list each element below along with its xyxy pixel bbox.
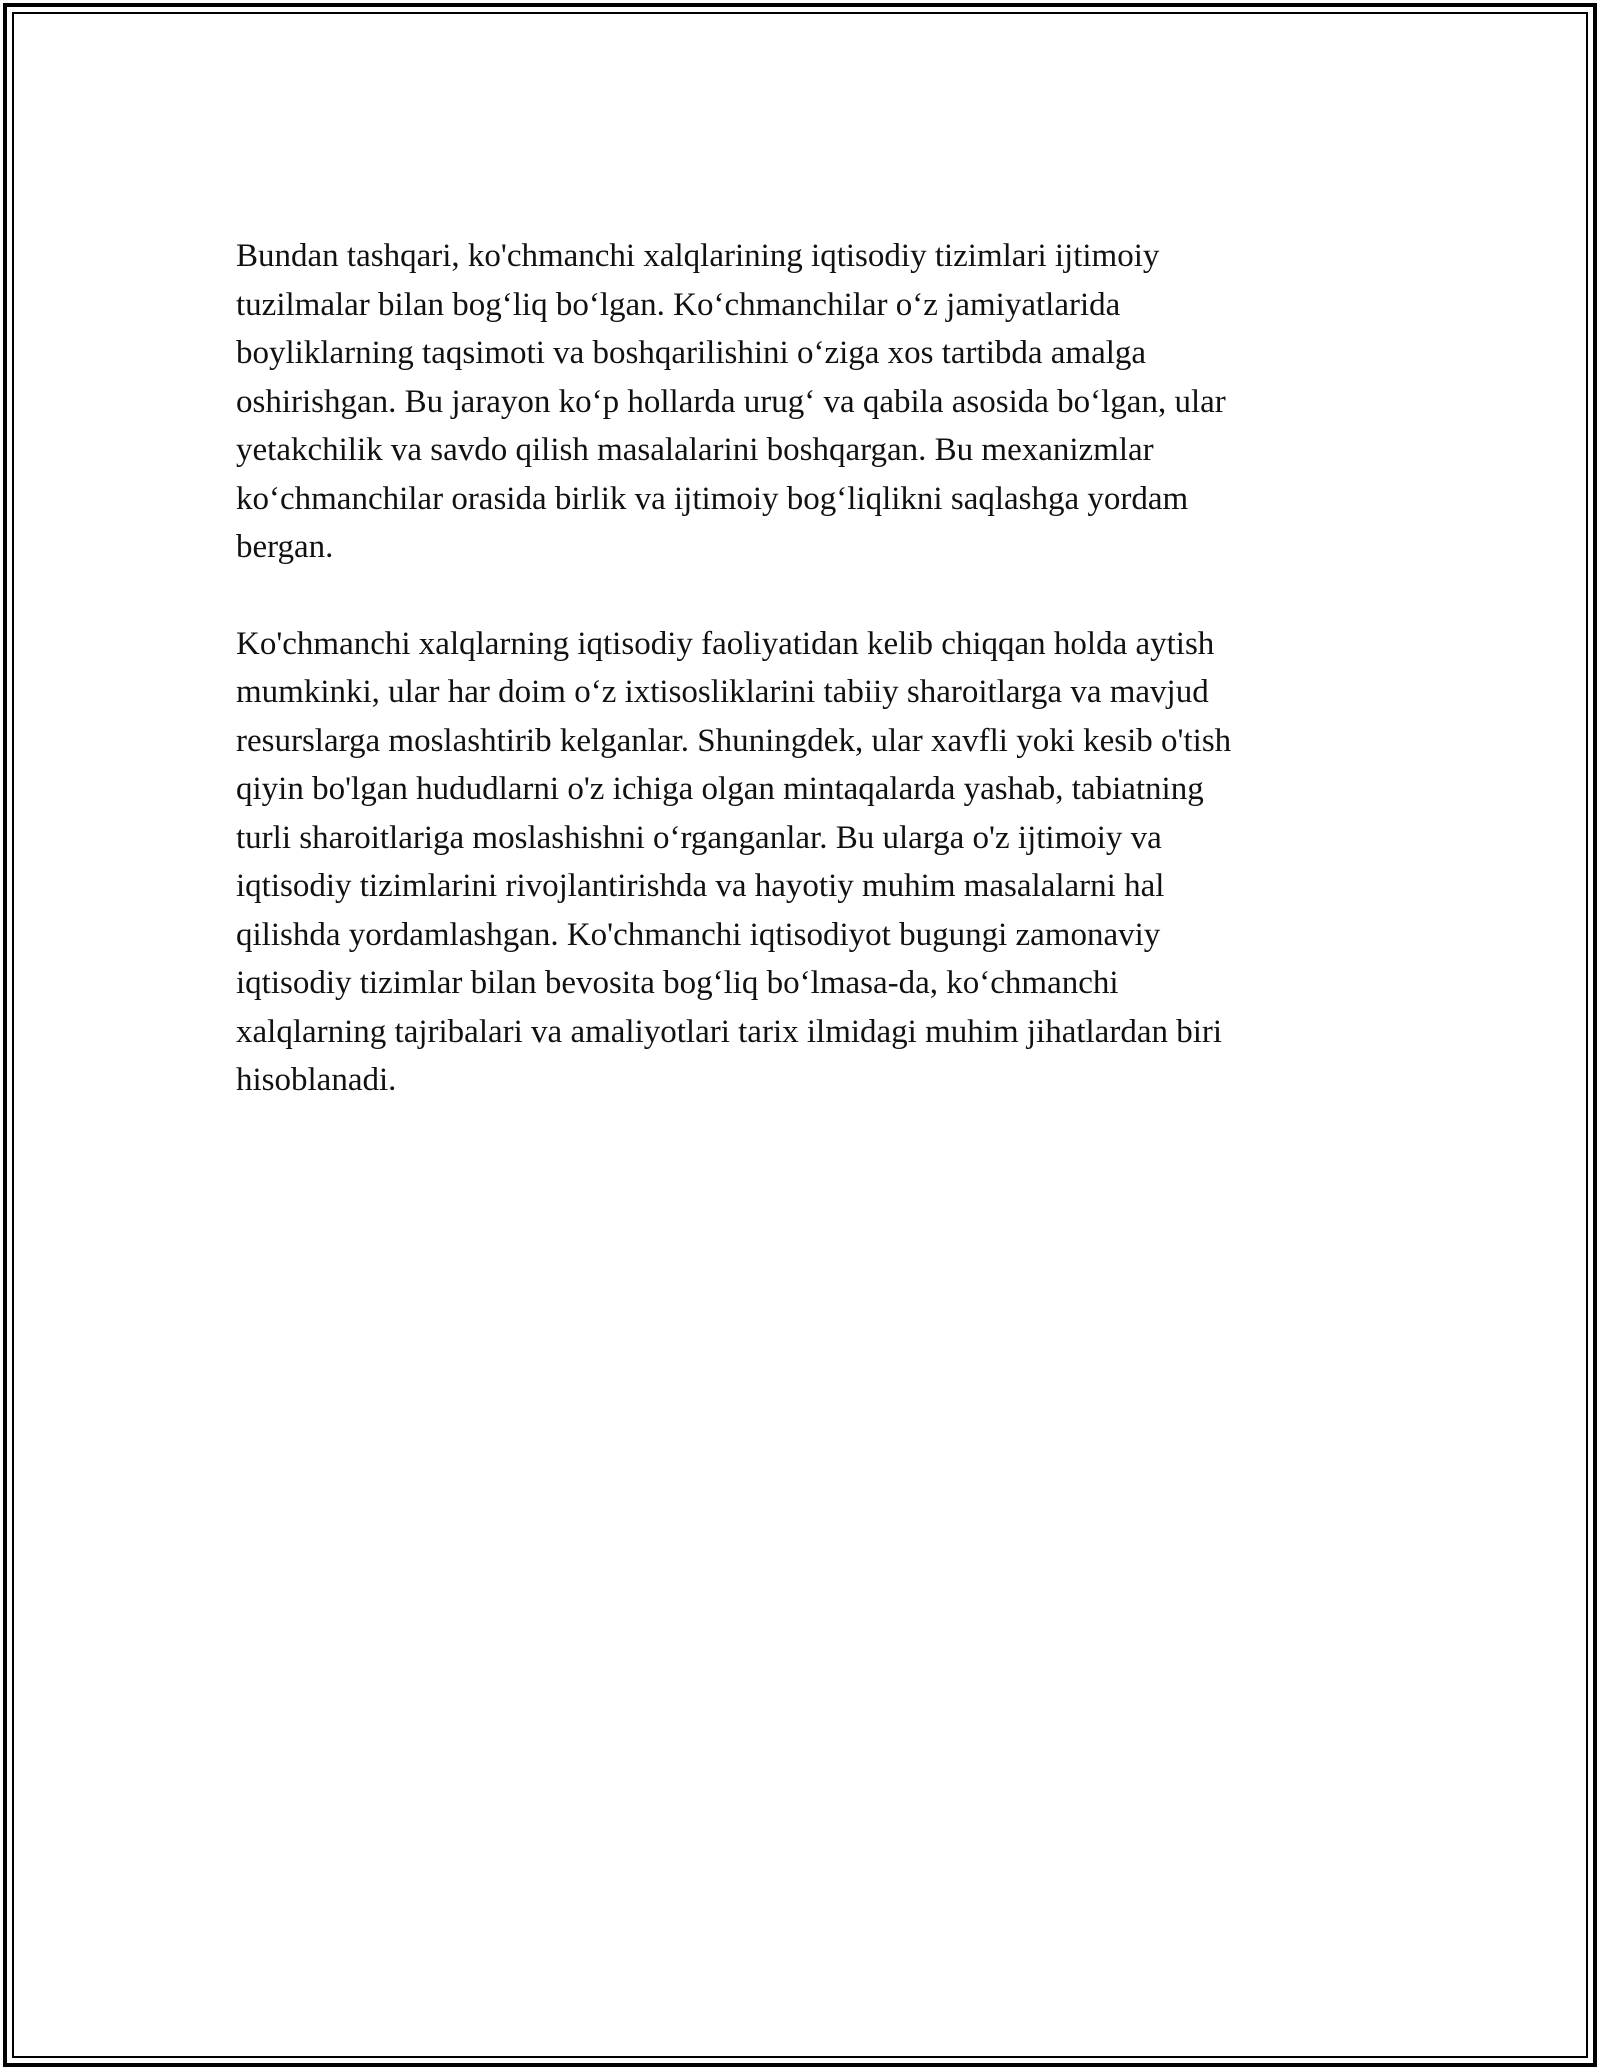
document-body xyxy=(236,232,1366,1153)
paragraph-2: Ko'chmanchi xalqlarning iqtisodiy faoliyatidan kelib chiqqan holda aytish mumkinki, ular har doim o‘z ixtisosliklarini tabiiy sharoitlarga va mavjud resurslarga moslashtirib kelganlar. Shuningdek, ular xavfli yoki kesib o'tish qiyin bo'lgan hududlarni o'z ichiga olgan mintaqalarda yashab, tabiatning turli sharoitlariga moslashishni o‘rganganlar. Bu ularga o'z ijtimoiy va iqtisodiy tizimlarini rivojlantirishda va hayotiy muhim masalalarni hal qilishda yordamlashgan. Ko'chmanchi iqtisodiyot bugungi zamonaviy iqtisodiy tizimlar bilan bevosita bog‘liq bo‘lmasa-da, ko‘chmanchi xalqlarning tajribalari va amaliyotlari tarix ilmidagi muhim jihatlardan biri hisoblanadi. xyxy=(236,625,1232,1098)
paragraph-1: Bundan tashqari, ko'chmanchi xalqlarining iqtisodiy tizimlari ijtimoiy tuzilmalar bilan bog‘liq bo‘lgan. Ko‘chmanchilar o‘z jamiyatlarida boyliklarning taqsimoti va boshqarilishini o‘ziga xos tartibda amalga oshirishgan. Bu jarayon ko‘p hollarda urug‘ va qabila asosida bo‘lgan, ular yetakchilik va savdo qilish masalalarini boshqargan. Bu mexanizmlar ko‘chmanchilar orasida birlik va ijtimoiy bog‘liqlikni saqlashga yordam bergan. xyxy=(236,238,1226,565)
